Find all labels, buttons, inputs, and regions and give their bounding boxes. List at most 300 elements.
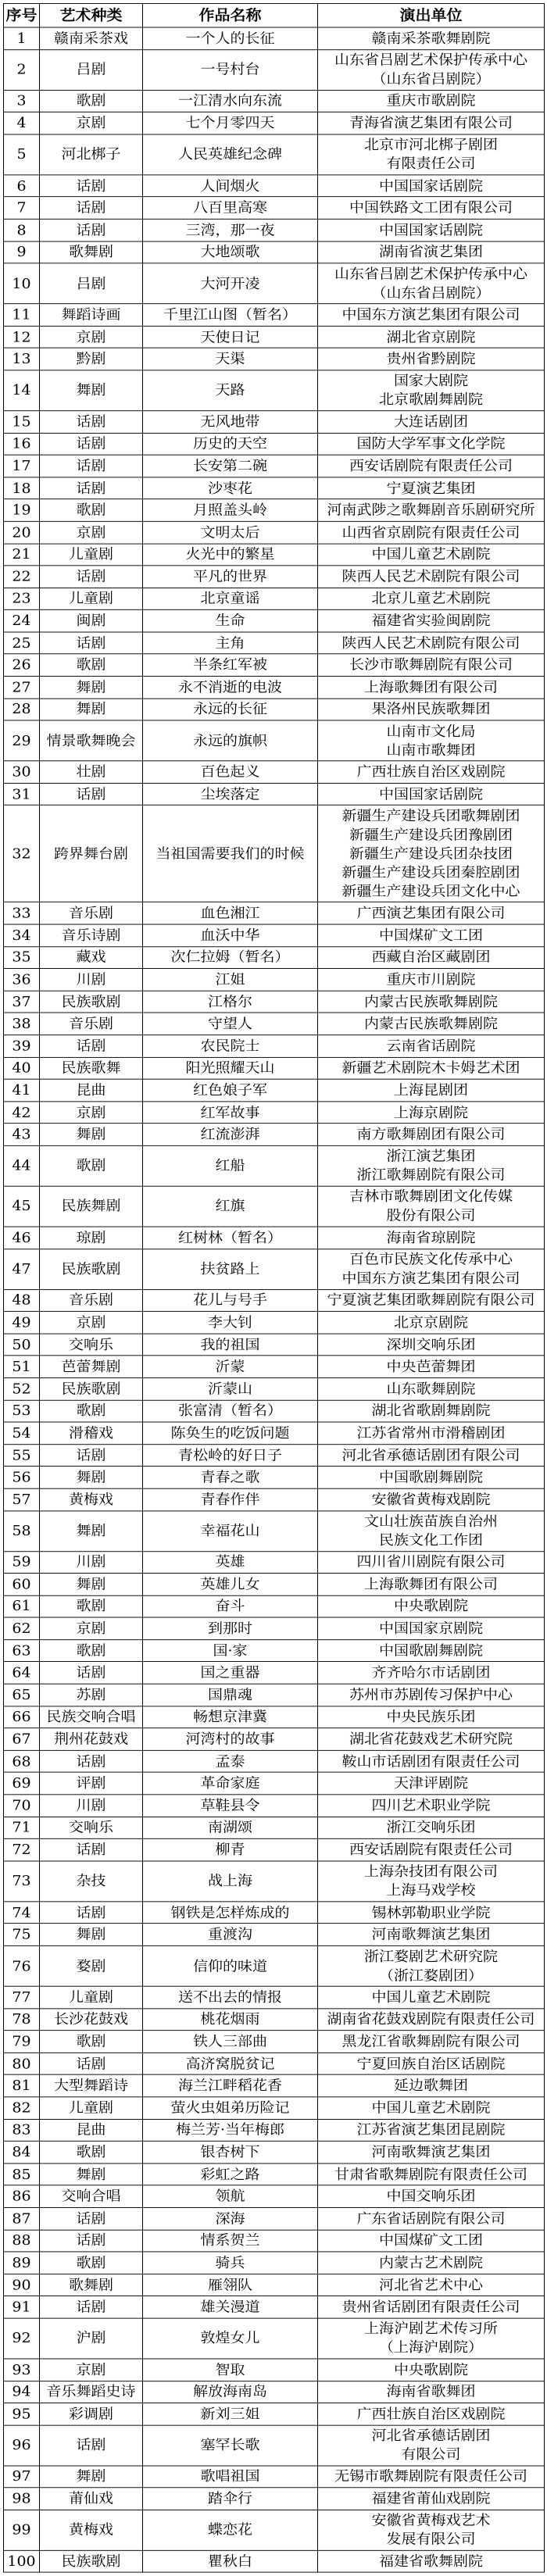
row-work-title: 天路: [143, 370, 318, 411]
row-number: 93: [4, 2359, 40, 2381]
table-row: [4, 1945, 545, 1986]
row-performing-unit: [318, 1684, 545, 1706]
performing-unit-line: 海南省琼剧院: [386, 1229, 476, 1246]
table-row: [4, 1902, 545, 1924]
row-performing-unit: [318, 1102, 545, 1124]
row-work-title: 文明太后: [143, 521, 318, 543]
row-number: 23: [4, 588, 40, 609]
table-body: [4, 27, 545, 2573]
performing-unit-line: 山东省吕剧艺术保护传承中心: [334, 266, 527, 283]
table-row: [4, 566, 545, 588]
performing-unit-line: 湖北省歌剧舞剧院: [371, 1402, 491, 1420]
table-row: [4, 1377, 545, 1399]
table-row: [4, 1510, 545, 1551]
row-art-type: 沪剧: [40, 2318, 143, 2359]
row-work-title: 草鞋县令: [143, 1795, 318, 1817]
row-performing-unit: [318, 1488, 545, 1510]
row-performing-unit: [318, 1145, 545, 1186]
performing-unit-line: 民族文化工作团: [378, 1532, 483, 1549]
row-performing-unit: [318, 924, 545, 946]
row-work-title: 平凡的世界: [143, 566, 318, 588]
table-row: [4, 1400, 545, 1422]
row-art-type: 舞剧: [40, 1574, 143, 1595]
row-art-type: 婺剧: [40, 1945, 143, 1986]
row-art-type: 交响合唱: [40, 2185, 143, 2207]
row-art-type: 河北梆子: [40, 134, 143, 175]
row-art-type: 交响乐: [40, 1817, 143, 1838]
performing-unit-line: 山南市文化局: [386, 723, 476, 740]
row-number: 76: [4, 1945, 40, 1986]
row-number: 43: [4, 1124, 40, 1145]
row-work-title: 梅兰芳·当年梅郎: [143, 2119, 318, 2141]
row-performing-unit: [318, 134, 545, 175]
row-number: 84: [4, 2141, 40, 2163]
performing-unit-line: 中国交响乐团: [386, 2188, 476, 2205]
performing-unit-line: 重庆市歌剧院: [386, 93, 476, 109]
row-performing-unit: [318, 1013, 545, 1034]
table-row: [4, 241, 545, 263]
table-row: [4, 2425, 545, 2466]
row-art-type: 民族舞剧: [40, 1186, 143, 1227]
table-row: [4, 521, 545, 543]
row-number: 20: [4, 521, 40, 543]
performing-unit-line: 中国歌剧舞剧院: [378, 1469, 483, 1486]
row-art-type: 情景歌舞晚会: [40, 720, 143, 761]
row-performing-unit: [318, 761, 545, 783]
performing-unit-line: 中国煤矿文工团: [378, 2232, 483, 2249]
row-performing-unit: [318, 304, 545, 326]
row-performing-unit: [318, 2207, 545, 2229]
performing-unit-line: 新疆艺术剧院木卡姆艺术团: [341, 1060, 520, 1077]
header-performing-unit: 演出单位: [318, 3, 545, 27]
row-number: 99: [4, 2510, 40, 2550]
table-row: [4, 2207, 545, 2229]
row-performing-unit: [318, 654, 545, 676]
performing-unit-line: 上海沪剧艺术传习所: [363, 2321, 498, 2338]
row-number: 77: [4, 1986, 40, 2008]
row-work-title: 天渠: [143, 348, 318, 370]
row-performing-unit: [318, 2031, 545, 2053]
row-number: 51: [4, 1356, 40, 1377]
row-work-title: 大河开凌: [143, 263, 318, 304]
row-work-title: 红军故事: [143, 1102, 318, 1124]
header-art-type: 艺术种类: [40, 3, 143, 27]
row-art-type: 京剧: [40, 1312, 143, 1334]
performing-unit-line: 内蒙古艺术剧院: [378, 2255, 483, 2271]
row-art-type: 民族歌剧: [40, 1377, 143, 1399]
table-row: [4, 175, 545, 197]
performing-unit-line: 福建省莆仙戏剧院: [371, 2491, 491, 2507]
table-row: [4, 1035, 545, 1057]
performing-unit-line: 浙江交响乐团: [386, 1820, 476, 1836]
performing-unit-line: 黑龙江省歌舞剧院有限公司: [341, 2033, 520, 2050]
row-work-title: 红色娘子军: [143, 1079, 318, 1101]
performing-unit-line: 新疆生产建设兵团文化中心: [341, 883, 520, 900]
row-work-title: 红流澎湃: [143, 1124, 318, 1145]
row-work-title: 守望人: [143, 1013, 318, 1034]
performing-unit-line: 陕西人民艺术剧院有限公司: [341, 568, 520, 585]
row-work-title: 长安第二碗: [143, 455, 318, 477]
performing-unit-line: 河南武陟之歌舞剧音乐剧研究所: [327, 502, 535, 519]
row-performing-unit: [318, 1186, 545, 1227]
table-row: [4, 113, 545, 134]
row-performing-unit: [318, 49, 545, 90]
row-number: 88: [4, 2230, 40, 2252]
row-performing-unit: [318, 197, 545, 219]
row-work-title: 人民英雄纪念碑: [143, 134, 318, 175]
performing-unit-line: 无锡市歌舞剧院有限责任公司: [334, 2468, 527, 2485]
row-number: 14: [4, 370, 40, 411]
row-performing-unit: [318, 1035, 545, 1057]
table-row: [4, 1249, 545, 1289]
row-work-title: 尘埃落定: [143, 783, 318, 805]
row-art-type: 话剧: [40, 219, 143, 241]
table-row: [4, 654, 545, 676]
table-row: [4, 588, 545, 609]
row-art-type: 儿童剧: [40, 1986, 143, 2008]
row-art-type: 舞蹈诗画: [40, 304, 143, 326]
table-row: [4, 1595, 545, 1617]
row-art-type: 儿童剧: [40, 544, 143, 566]
row-performing-unit: [318, 370, 545, 411]
row-number: 6: [4, 175, 40, 197]
row-art-type: 歌剧: [40, 654, 143, 676]
row-number: 79: [4, 2031, 40, 2053]
row-work-title: 到那时: [143, 1617, 318, 1639]
row-art-type: 舞剧: [40, 1467, 143, 1488]
row-work-title: 北京童谣: [143, 588, 318, 609]
performing-unit-line: 山西省京剧院有限责任公司: [341, 524, 520, 541]
table-row: [4, 499, 545, 521]
row-art-type: 话剧: [40, 1662, 143, 1684]
performing-unit-line: 上海歌舞团有限公司: [363, 679, 498, 695]
performing-unit-line: 新疆生产建设兵团歌舞剧团: [341, 808, 520, 824]
row-performing-unit: [318, 2466, 545, 2488]
performing-unit-line: 江苏省常州市滑稽剧团: [356, 1425, 506, 1442]
row-art-type: 歌剧: [40, 1595, 143, 1617]
row-work-title: 沂蒙山: [143, 1377, 318, 1399]
table-row: [4, 1102, 545, 1124]
row-work-title: 雁翎队: [143, 2274, 318, 2296]
performing-unit-line: 国防大学军事文化学院: [356, 435, 506, 452]
row-work-title: 永远的旗帜: [143, 720, 318, 761]
row-work-title: 海兰江畔稻花香: [143, 2074, 318, 2096]
row-work-title: 百色起义: [143, 761, 318, 783]
performing-unit-line: 浙江歌舞剧院有限公司: [356, 1167, 506, 1184]
table-row: [4, 902, 545, 924]
row-art-type: 歌剧: [40, 90, 143, 112]
row-work-title: 领航: [143, 2185, 318, 2207]
row-art-type: 音乐舞蹈史诗: [40, 2381, 143, 2403]
performing-unit-line: 宁夏演艺集团歌舞剧院有限公司: [327, 1292, 535, 1309]
row-performing-unit: [318, 175, 545, 197]
row-number: 82: [4, 2097, 40, 2119]
row-work-title: 河湾村的故事: [143, 1728, 318, 1750]
row-art-type: 话剧: [40, 197, 143, 219]
row-number: 47: [4, 1249, 40, 1289]
row-performing-unit: [318, 969, 545, 991]
row-performing-unit: [318, 2230, 545, 2252]
performing-unit-line: 广西壮族自治区戏剧院: [356, 764, 506, 781]
row-work-title: 江姐: [143, 969, 318, 991]
row-number: 17: [4, 455, 40, 477]
row-number: 95: [4, 2403, 40, 2425]
row-number: 65: [4, 1684, 40, 1706]
table-row: [4, 90, 545, 112]
performing-unit-line: 湖北省京剧院: [386, 329, 476, 345]
row-performing-unit: [318, 2403, 545, 2425]
row-performing-unit: [318, 1617, 545, 1639]
performing-unit-line: 发展有限公司: [386, 2531, 476, 2548]
row-art-type: 歌舞剧: [40, 2274, 143, 2296]
row-number: 30: [4, 761, 40, 783]
header-work-title: 作品名称: [143, 3, 318, 27]
performing-unit-line: 中国煤矿文工团: [378, 927, 483, 944]
row-number: 63: [4, 1640, 40, 1662]
performing-unit-line: 中央芭蕾舞团: [386, 1359, 476, 1375]
row-art-type: 琼剧: [40, 1227, 143, 1249]
performing-unit-line: 贵州省黔剧院: [386, 351, 476, 367]
row-performing-unit: [318, 1124, 545, 1145]
performing-unit-line: 中央歌剧院: [393, 1598, 468, 1615]
row-number: 81: [4, 2074, 40, 2096]
row-art-type: 大型舞蹈诗: [40, 2074, 143, 2096]
performing-unit-line: 中国铁路文工团有限公司: [349, 199, 513, 216]
row-work-title: 骑兵: [143, 2252, 318, 2274]
row-number: 61: [4, 1595, 40, 1617]
row-art-type: 跨界舞台剧: [40, 806, 143, 902]
row-performing-unit: [318, 544, 545, 566]
table-row: [4, 27, 545, 49]
table-row: [4, 477, 545, 499]
performing-unit-line: 湖北省花鼓戏艺术研究院: [349, 1731, 513, 1748]
performing-unit-line: 百色市民族文化传承中心: [349, 1252, 513, 1268]
row-performing-unit: [318, 2425, 545, 2466]
table-row: [4, 2403, 545, 2425]
row-performing-unit: [318, 90, 545, 112]
performing-unit-line: 北京儿童艺术剧院: [371, 591, 491, 607]
row-work-title: 重渡沟: [143, 1924, 318, 1945]
row-work-title: 新刘三姐: [143, 2403, 318, 2425]
row-art-type: 话剧: [40, 1839, 143, 1861]
row-art-type: 京剧: [40, 1102, 143, 1124]
row-art-type: 话剧: [40, 632, 143, 654]
row-work-title: 幸福花山: [143, 1510, 318, 1551]
row-art-type: 昆曲: [40, 2119, 143, 2141]
row-work-title: 国鼎魂: [143, 1684, 318, 1706]
row-art-type: 歌剧: [40, 2031, 143, 2053]
row-work-title: 农民院士: [143, 1035, 318, 1057]
row-work-title: 七个月零四天: [143, 113, 318, 134]
performing-unit-line: 四川省川剧院有限公司: [356, 1554, 506, 1570]
row-art-type: 歌舞剧: [40, 241, 143, 263]
header-number: 序号: [4, 3, 40, 27]
row-performing-unit: [318, 1662, 545, 1684]
table-row: [4, 1444, 545, 1466]
row-number: 46: [4, 1227, 40, 1249]
performing-unit-line: 安徽省黄梅戏剧院: [371, 1492, 491, 1508]
row-art-type: 京剧: [40, 2359, 143, 2381]
row-performing-unit: [318, 2009, 545, 2031]
performing-unit-line: 上海京剧院: [393, 1104, 468, 1121]
performing-unit-line: 中国国家话剧院: [378, 177, 483, 195]
row-work-title: 青春作伴: [143, 1488, 318, 1510]
row-number: 19: [4, 499, 40, 521]
performing-unit-line: 中国歌剧舞剧院: [378, 1642, 483, 1659]
row-art-type: 舞剧: [40, 1510, 143, 1551]
row-performing-unit: [318, 806, 545, 902]
row-number: 13: [4, 348, 40, 370]
performing-unit-line: （山东省吕剧院）: [371, 284, 491, 302]
performing-unit-line: 江苏省演艺集团昆剧院: [356, 2122, 506, 2138]
row-number: 58: [4, 1510, 40, 1551]
row-number: 64: [4, 1662, 40, 1684]
row-performing-unit: [318, 433, 545, 455]
table-row: [4, 1750, 545, 1772]
row-number: 2: [4, 49, 40, 90]
row-number: 10: [4, 263, 40, 304]
performing-unit-line: 有限责任公司: [386, 155, 476, 172]
table-row: [4, 946, 545, 968]
row-number: 28: [4, 698, 40, 720]
performing-unit-line: 西安话剧院有限责任公司: [349, 1842, 513, 1858]
table-header-row: [4, 3, 545, 27]
row-performing-unit: [318, 1750, 545, 1772]
row-number: 37: [4, 991, 40, 1013]
row-work-title: 无风地带: [143, 411, 318, 433]
row-performing-unit: [318, 1924, 545, 1945]
document-page: [3, 3, 544, 2573]
table-row: [4, 1574, 545, 1595]
row-number: 35: [4, 946, 40, 968]
performing-unit-line: 湖南省演艺集团: [378, 244, 483, 261]
row-performing-unit: [318, 2163, 545, 2185]
row-art-type: 话剧: [40, 1035, 143, 1057]
performing-unit-line: 大连话剧团: [393, 413, 468, 430]
row-number: 74: [4, 1902, 40, 1924]
table-row: [4, 1312, 545, 1334]
row-art-type: 京剧: [40, 1617, 143, 1639]
table-row: [4, 2550, 545, 2572]
performing-unit-line: （浙江婺剧团）: [378, 1967, 483, 1984]
row-number: 34: [4, 924, 40, 946]
row-art-type: 昆曲: [40, 1079, 143, 1101]
row-number: 62: [4, 1617, 40, 1639]
row-number: 42: [4, 1102, 40, 1124]
row-work-title: 孟泰: [143, 1750, 318, 1772]
row-art-type: 民族歌剧: [40, 991, 143, 1013]
row-performing-unit: [318, 219, 545, 241]
row-art-type: 苏剧: [40, 1684, 143, 1706]
row-art-type: 歌剧: [40, 499, 143, 521]
table-row: [4, 326, 545, 348]
row-performing-unit: [318, 1227, 545, 1249]
table-row: [4, 610, 545, 632]
row-performing-unit: [318, 1444, 545, 1466]
performing-unit-line: 中央民族乐团: [386, 1709, 476, 1725]
table-row: [4, 2074, 545, 2096]
row-art-type: 杂技: [40, 1861, 143, 1902]
table-row: [4, 370, 545, 411]
performing-unit-line: 西藏自治区藏剧团: [371, 949, 491, 966]
row-art-type: 赣南采茶戏: [40, 27, 143, 49]
table-row: [4, 433, 545, 455]
performing-unit-line: 鞍山市话剧团有限责任公司: [341, 1753, 520, 1770]
row-number: 69: [4, 1773, 40, 1795]
row-performing-unit: [318, 2510, 545, 2550]
table-row: [4, 1124, 545, 1145]
performing-unit-line: 广东省话剧院有限公司: [356, 2210, 506, 2227]
performing-unit-line: 上海昆剧团: [393, 1082, 468, 1099]
performing-unit-line: 有限公司: [401, 2446, 461, 2463]
table-row: [4, 197, 545, 219]
row-number: 44: [4, 1145, 40, 1186]
performing-unit-line: 吉林市歌舞剧团文化传媒: [349, 1188, 513, 1206]
performing-unit-line: 广西演艺集团有限公司: [356, 905, 506, 922]
table-row: [4, 1334, 545, 1356]
table-row: [4, 134, 545, 175]
row-number: 22: [4, 566, 40, 588]
row-art-type: 民族交响合唱: [40, 1706, 143, 1728]
row-performing-unit: [318, 1334, 545, 1356]
row-number: 53: [4, 1400, 40, 1422]
performing-unit-line: 中国儿童艺术剧院: [371, 1989, 491, 2006]
row-number: 8: [4, 219, 40, 241]
row-performing-unit: [318, 1817, 545, 1838]
row-work-title: 解放海南岛: [143, 2381, 318, 2403]
row-work-title: 青春之歌: [143, 1467, 318, 1488]
table-row: [4, 2510, 545, 2550]
row-art-type: 话剧: [40, 2230, 143, 2252]
row-number: 40: [4, 1057, 40, 1079]
table-row: [4, 1817, 545, 1838]
row-art-type: 川剧: [40, 1551, 143, 1573]
row-performing-unit: [318, 1839, 545, 1861]
table-row: [4, 544, 545, 566]
row-art-type: 评剧: [40, 1773, 143, 1795]
table-row: [4, 1356, 545, 1377]
row-number: 33: [4, 902, 40, 924]
row-performing-unit: [318, 455, 545, 477]
row-performing-unit: [318, 632, 545, 654]
table-row: [4, 1467, 545, 1488]
performing-unit-line: 赣南采茶歌舞剧院: [371, 30, 491, 47]
row-work-title: 大地颂歌: [143, 241, 318, 263]
row-art-type: 京剧: [40, 326, 143, 348]
row-art-type: 壮剧: [40, 761, 143, 783]
performing-unit-line: 新疆生产建设兵团豫剧团: [349, 827, 513, 843]
table-row: [4, 2141, 545, 2163]
row-performing-unit: [318, 1861, 545, 1902]
row-work-title: 历史的天空: [143, 433, 318, 455]
table-row: [4, 1795, 545, 1817]
row-art-type: 音乐诗剧: [40, 924, 143, 946]
table-row: [4, 761, 545, 783]
row-performing-unit: [318, 1640, 545, 1662]
table-row: [4, 969, 545, 991]
table-row: [4, 806, 545, 902]
table-row: [4, 1861, 545, 1902]
performing-unit-line: 北京市河北梆子剧团: [363, 137, 498, 153]
table-row: [4, 2274, 545, 2296]
row-number: 48: [4, 1289, 40, 1311]
row-performing-unit: [318, 1249, 545, 1289]
table-row: [4, 1662, 545, 1684]
row-work-title: 扶贫路上: [143, 1249, 318, 1289]
row-art-type: 话剧: [40, 783, 143, 805]
row-work-title: 英雄儿女: [143, 1574, 318, 1595]
row-work-title: 青松岭的好日子: [143, 1444, 318, 1466]
